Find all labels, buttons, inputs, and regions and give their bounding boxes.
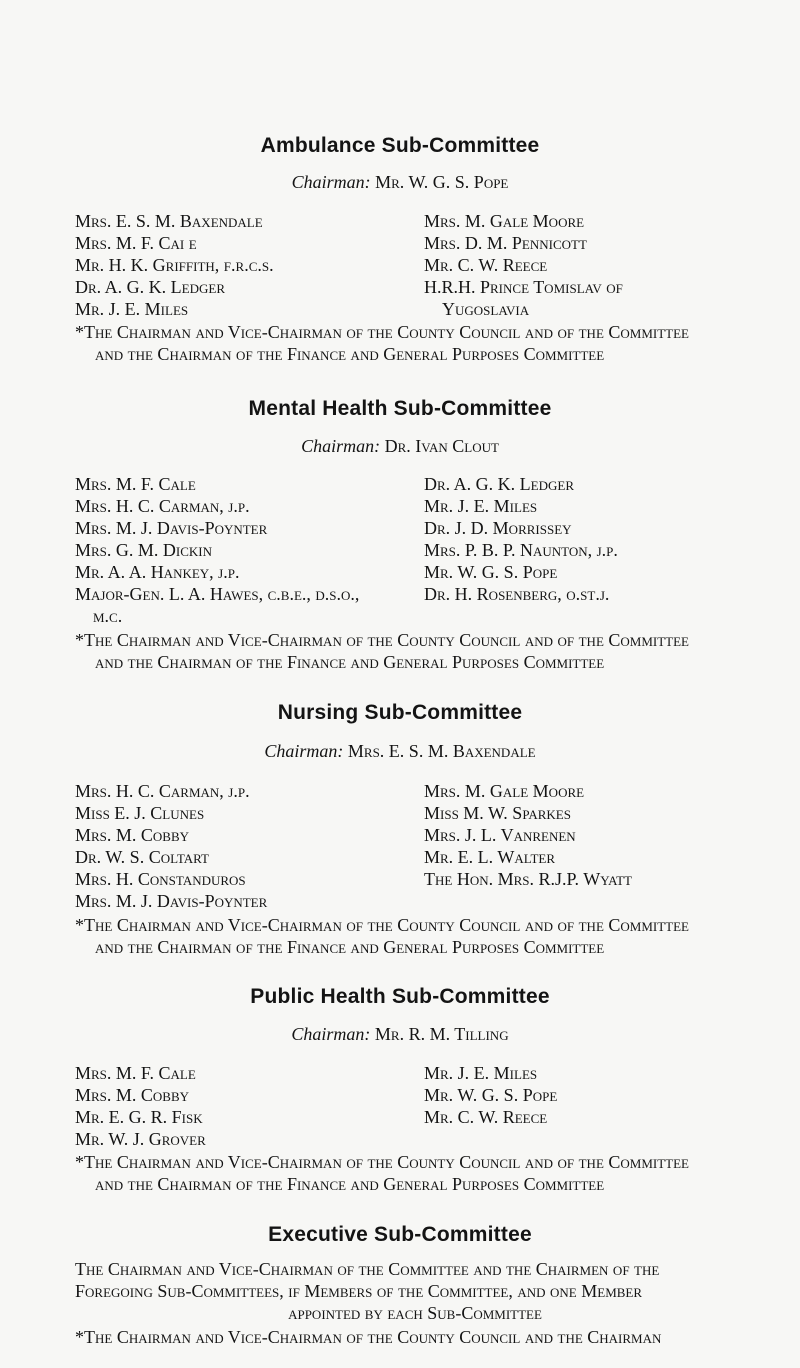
member: Mrs. M. Gale Moore [424,211,585,231]
section-heading-nursing: Nursing Sub-Committee [277,701,523,724]
note-line: and the Chairman of the Finance and General Purposes Committee [95,1174,605,1194]
chairman-line-ambulance [0,172,800,193]
chairman-label: Chairman: [264,741,344,761]
member: Mr. W. G. S. Pope [424,562,558,582]
member: Mrs. G. M. Dickin [75,540,213,560]
member: Dr. J. D. Morrissey [424,518,572,538]
member: Mrs. M. F. Cale [75,474,196,494]
chairman-name: Mrs. E. S. M. Baxendale [347,741,536,761]
members-left-ambulance [75,210,274,320]
note-line: *The Chairman and Vice-Chairman of the County Council and of the Committee [75,630,689,650]
chairman-label: Chairman: [291,1024,371,1044]
member: H.R.H. Prince Tomislav of [424,277,623,297]
member: Mrs. E. S. M. Baxendale [75,211,263,231]
executive-ex-officio [75,1326,755,1348]
member: m.c. [93,606,123,626]
member: Mrs. M. J. Davis-Poynter [75,891,268,911]
members-left-public-health [75,1062,206,1150]
member: Mrs. H. C. Carman, j.p. [75,781,250,801]
members-right-ambulance [424,210,623,320]
member: Mr. A. A. Hankey, j.p. [75,562,240,582]
member: Mrs. J. L. Vanrenen [424,825,576,845]
ex-officio-note-public-health [75,1151,755,1195]
note-line: *The Chairman and Vice-Chairman of the County Council and of the Committee [75,1152,689,1172]
member: Mrs. M. F. Cai e [75,233,197,253]
member: Mr. H. K. Griffith, f.r.c.s. [75,255,274,275]
member: Mrs. M. Gale Moore [424,781,585,801]
member: Mrs. H. Constanduros [75,869,246,889]
member: Mr. E. L. Walter [424,847,556,867]
member: Dr. A. G. K. Ledger [75,277,225,297]
chairman-label: Chairman: [291,172,371,192]
chairman-name: Dr. Ivan Clout [384,436,499,456]
member: Mr. C. W. Reece [424,1107,548,1127]
member: Miss E. J. Clunes [75,803,205,823]
members-right-nursing [424,780,632,890]
members-left-mental-health [75,473,359,627]
note-line: and the Chairman of the Finance and General Purposes Committee [95,937,605,957]
member: Mrs. M. F. Cale [75,1063,196,1083]
member: Dr. H. Rosenberg, o.st.j. [424,584,610,604]
member: Dr. A. G. K. Ledger [424,474,574,494]
section-heading-mental-health: Mental Health Sub-Committee [248,397,552,420]
members-left-nursing [75,780,267,912]
chairman-name: Mr. R. M. Tilling [374,1024,509,1044]
member: Miss M. W. Sparkes [424,803,571,823]
member: Major-Gen. L. A. Hawes, c.b.e., d.s.o., [75,584,360,604]
member: Yugoslavia [442,299,530,319]
member: Mrs. M. Cobby [75,825,190,845]
ex-officio-note-ambulance [75,321,755,365]
ex-officio-note-nursing [75,914,755,958]
member: Mrs. M. Cobby [75,1085,190,1105]
note-line: *The Chairman and Vice-Chairman of the County Council and of the Committee [75,322,689,342]
member: Mrs. M. J. Davis-Poynter [75,518,268,538]
member: Dr. W. S. Coltart [75,847,209,867]
member: Mrs. D. M. Pennicott [424,233,587,253]
member: Mr. J. E. Miles [424,496,538,516]
member: Mr. C. W. Reece [424,255,548,275]
ex-officio-note-mental-health [75,629,755,673]
chairman-label: Chairman: [301,436,381,456]
member: Mrs. P. B. P. Naunton, j.p. [424,540,618,560]
note-line: *The Chairman and Vice-Chairman of the County Council and of the Committee [75,915,689,935]
member: Mr. J. E. Miles [424,1063,538,1083]
section-heading-public-health: Public Health Sub-Committee [250,985,550,1008]
chairman-line-nursing [0,741,800,762]
section-heading-ambulance: Ambulance Sub-Committee [260,134,540,157]
member: Mr. J. E. Miles [75,299,189,319]
note-line: and the Chairman of the Finance and General Purposes Committee [95,344,605,364]
exec-line: *The Chairman and Vice-Chairman of the County Council and the Chairman [75,1327,662,1347]
member: Mr. W. J. Grover [75,1129,206,1149]
exec-line: appointed by each Sub-Committee [288,1303,542,1323]
exec-line: The Chairman and Vice-Chairman of the Committee and the Chairmen of the [75,1259,660,1279]
member: Mr. E. G. R. Fisk [75,1107,203,1127]
section-heading-executive: Executive Sub-Committee [268,1223,532,1246]
members-right-public-health [424,1062,557,1128]
chairman-line-mental-health [0,436,800,457]
chairman-name: Mr. W. G. S. Pope [375,172,509,192]
member: Mrs. H. C. Carman, j.p. [75,496,250,516]
chairman-line-public-health [0,1024,800,1045]
member: The Hon. Mrs. R.J.P. Wyatt [424,869,632,889]
note-line: and the Chairman of the Finance and General Purposes Committee [95,652,605,672]
executive-composition [75,1258,755,1324]
exec-line: Foregoing Sub-Committees, if Members of the Committee, and one Member [75,1281,643,1301]
members-right-mental-health [424,473,618,605]
member: Mr. W. G. S. Pope [424,1085,558,1105]
